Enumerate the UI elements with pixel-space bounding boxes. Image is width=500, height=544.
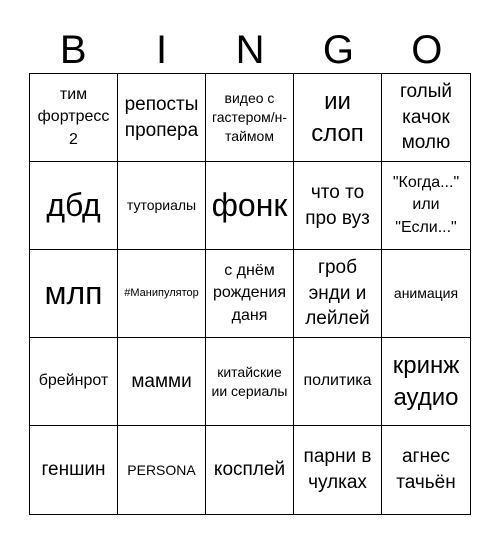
bingo-cell-r4-c2[interactable] [118,338,206,426]
bingo-board [29,73,471,515]
bingo-cell-label: туториалы [126,197,197,214]
bingo-cell-label: кринж аудио [392,352,460,411]
bingo-cell-r5-c5[interactable] [382,426,470,514]
header-letter-g: G [322,28,354,72]
bingo-cell-r1-c4[interactable] [294,74,382,162]
bingo-cell-label: видео с гастером/н-таймом [211,90,288,144]
bingo-cell-label: с днём рождения даня [213,261,286,324]
bingo-cell-r5-c3[interactable] [206,426,294,514]
bingo-cell-label: косплей [213,459,286,481]
bingo-cell-r2-c3[interactable] [206,162,294,250]
bingo-cell-r2-c2[interactable] [118,162,206,250]
bingo-cell-label: PERSONA [127,461,196,478]
bingo-cell-r1-c2[interactable] [118,74,206,162]
bingo-cell-label: мамми [131,370,192,392]
bingo-cell-label: геншин [41,459,106,481]
bingo-cell-label: #Манипулятор [124,286,199,299]
bingo-cell-r2-c1[interactable] [30,162,118,250]
bingo-cell-label: голый качок молю [399,81,453,154]
bingo-cell-label: анимация [393,285,459,302]
bingo-cell-r1-c5[interactable] [382,74,470,162]
header-letter-o: O [411,28,443,72]
bingo-cell-label: фонк [211,187,288,224]
bingo-cell-label: "Когда..." или "Если..." [392,173,460,236]
bingo-cell-r2-c5[interactable] [382,162,470,250]
bingo-cell-r1-c3[interactable] [206,74,294,162]
bingo-cell-label: ии слоп [311,88,364,147]
bingo-cell-r4-c1[interactable] [30,338,118,426]
header-letter-n: N [235,28,265,72]
header-letter-i: I [156,28,168,72]
bingo-cell-label: китайские ии сериалы [211,363,288,399]
bingo-cell-r5-c2[interactable] [118,426,206,514]
bingo-cell-r3-c3[interactable] [206,250,294,338]
bingo-cell-r4-c5[interactable] [382,338,470,426]
bingo-cell-label: млп [44,275,103,312]
bingo-cell-label: парни в чулках [303,446,372,493]
bingo-cell-r2-c4[interactable] [294,162,382,250]
header-letter-b: B [59,28,87,72]
bingo-cell-label: политика [303,372,372,390]
bingo-cell-label: тим фортресс 2 [37,85,110,148]
bingo-cell-label: гроб энди и лейлей [305,257,370,330]
bingo-cell-label: что то про вуз [305,181,370,229]
bingo-cell-label: брейнрот [38,372,109,390]
bingo-cell-r5-c4[interactable] [294,426,382,514]
bingo-cell-r3-c5[interactable] [382,250,470,338]
bingo-cell-r3-c4[interactable] [294,250,382,338]
bingo-cell-label: дбд [46,187,101,224]
bingo-cell-r3-c2[interactable] [118,250,206,338]
bingo-cell-r4-c3[interactable] [206,338,294,426]
bingo-cell-label: репосты пропера [124,93,199,141]
bingo-cell-label: агнес тачьён [396,446,456,493]
bingo-cell-r5-c1[interactable] [30,426,118,514]
bingo-header [29,20,471,80]
bingo-cell-r4-c4[interactable] [294,338,382,426]
bingo-cell-r1-c1[interactable] [30,74,118,162]
bingo-cell-r3-c1[interactable] [30,250,118,338]
